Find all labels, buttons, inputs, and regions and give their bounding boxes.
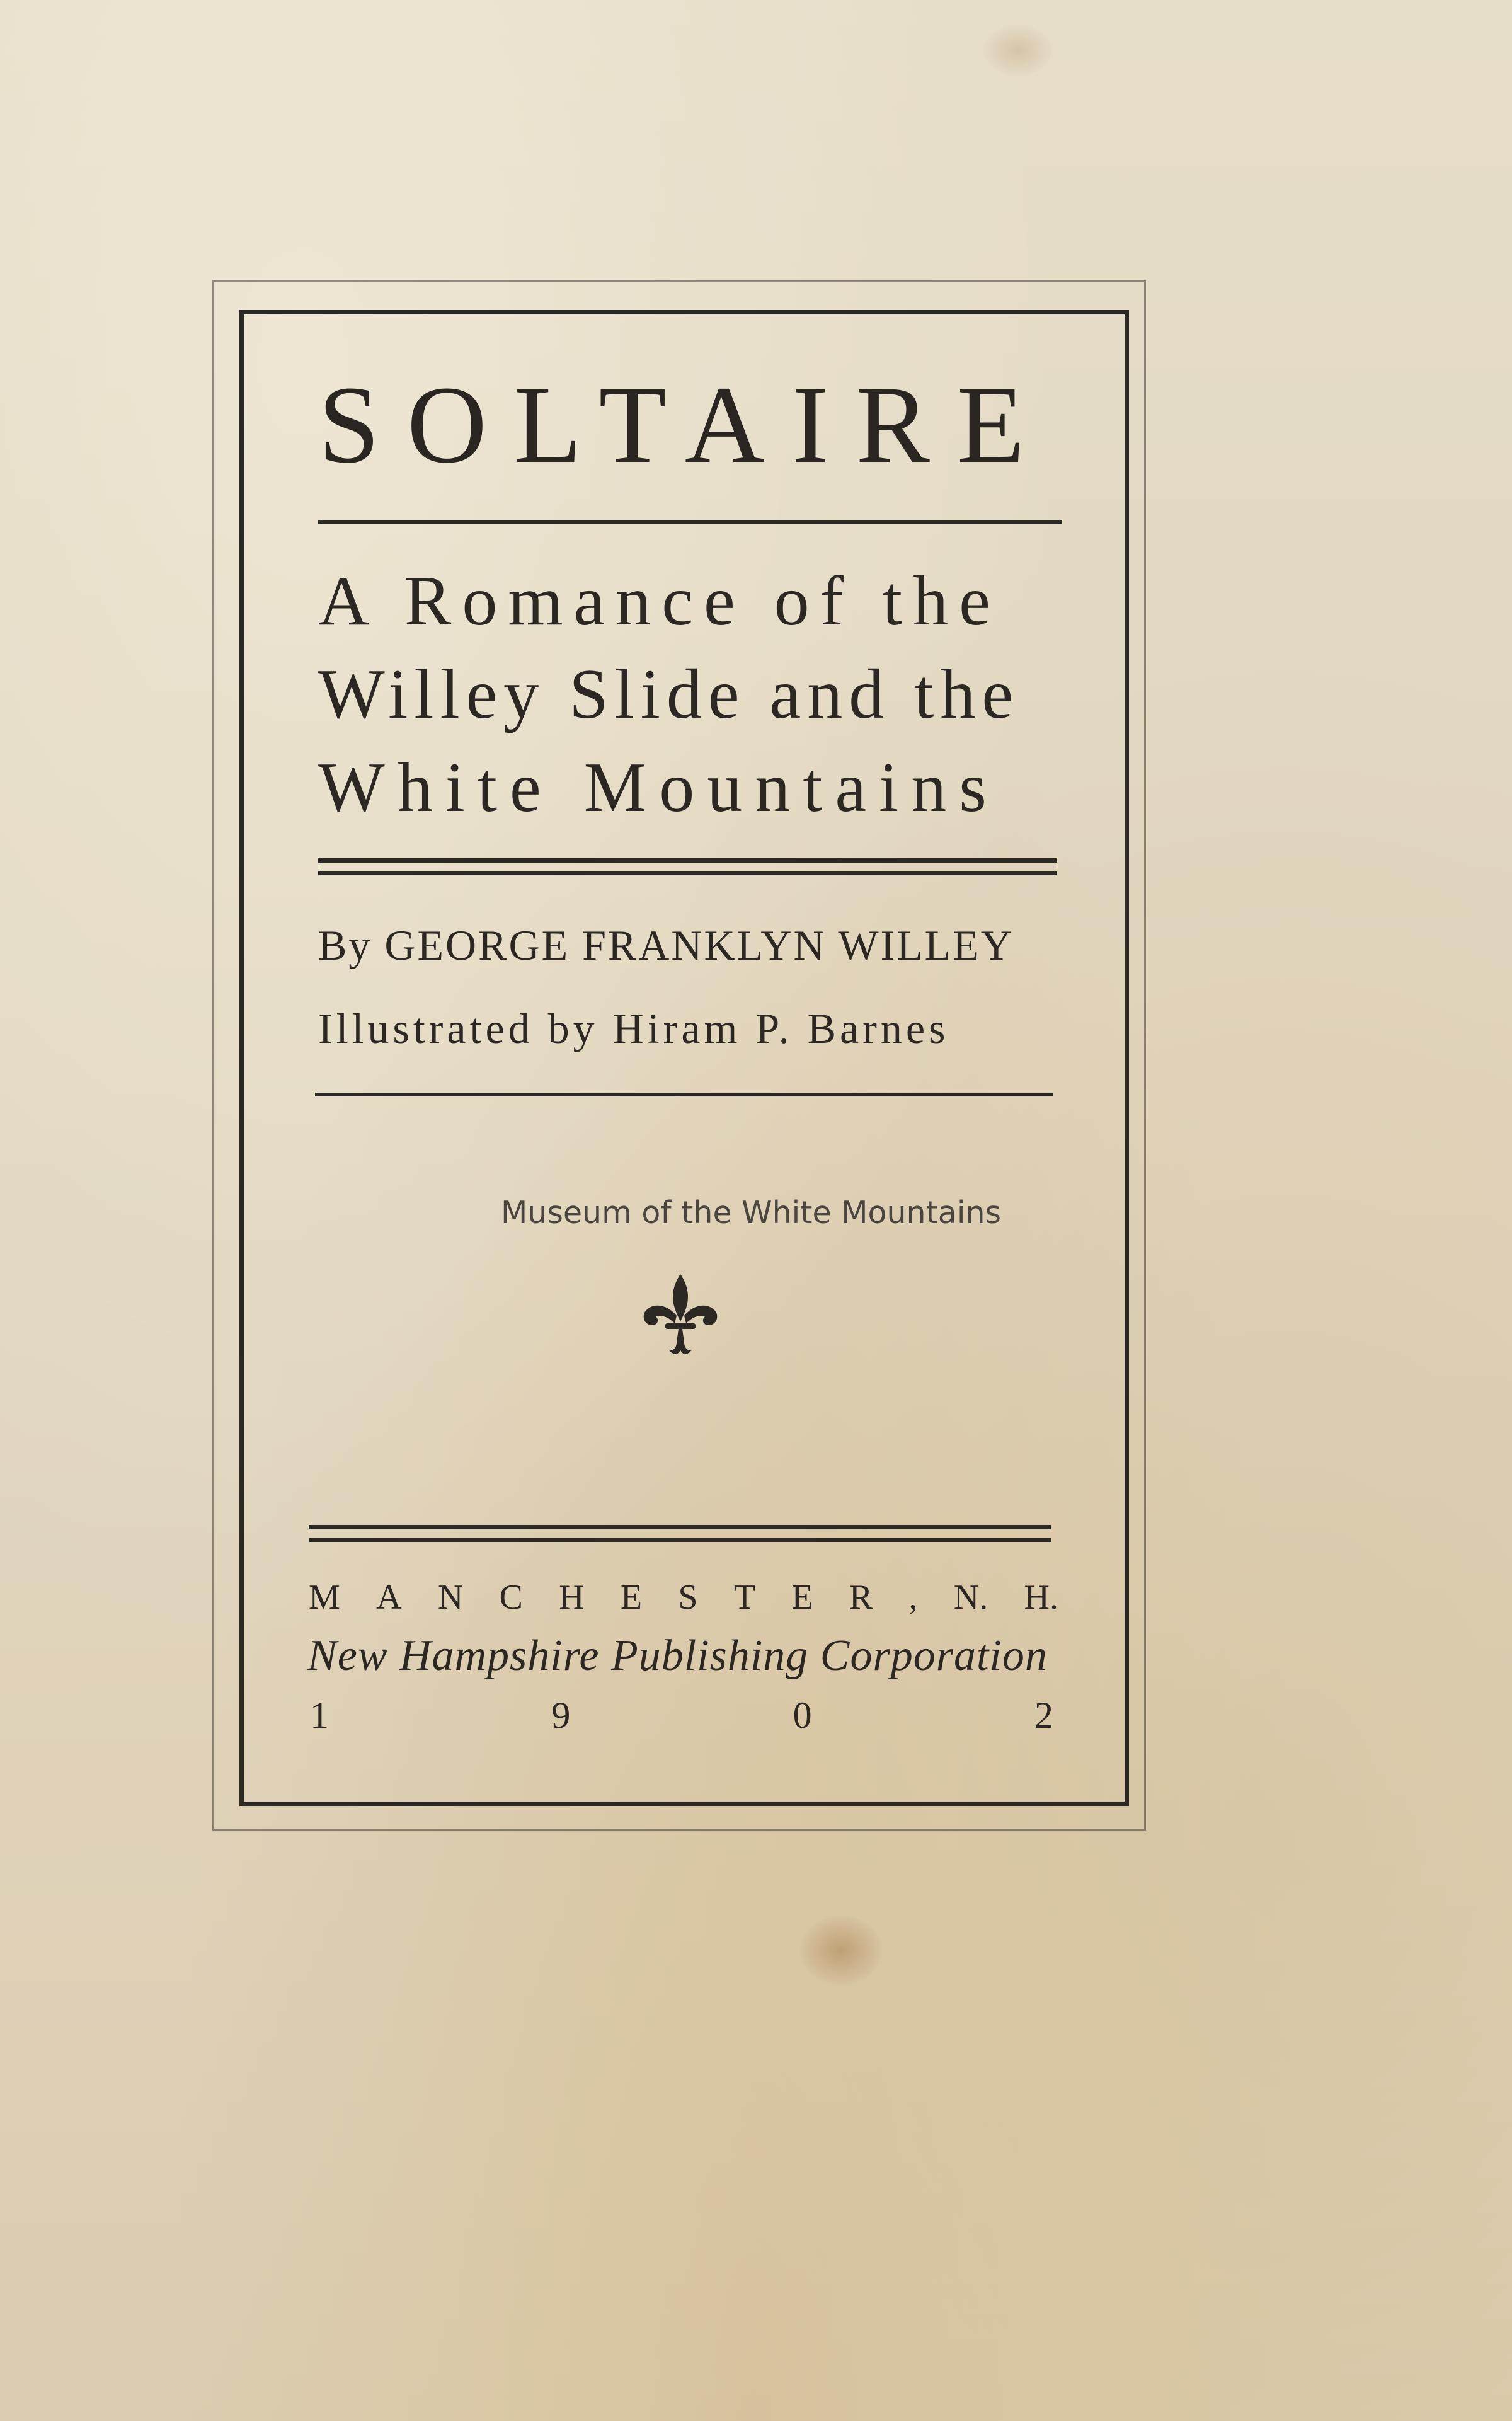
museum-watermark: Museum of the White Mountains [501, 1195, 1002, 1231]
place-letter: N. [953, 1578, 988, 1617]
subtitle [318, 555, 1062, 834]
place-letter: M [309, 1578, 340, 1617]
publication-place [309, 1572, 1058, 1623]
author-byline: By GEORGE FRANKLYN WILLEY [318, 921, 1014, 969]
year-digit: 9 [551, 1694, 571, 1736]
illustrator-line: Illustrated by Hiram P. Barnes [318, 1004, 949, 1052]
fleur-de-lis-icon [633, 1267, 728, 1361]
publisher-name: New Hampshire Publishing Corporation [307, 1631, 1048, 1680]
place-letter: A [376, 1578, 402, 1617]
author-rule [315, 1093, 1053, 1096]
subtitle-line-1: A Romance of the [318, 562, 1001, 640]
double-rule-top [318, 858, 1057, 863]
title-rule [318, 520, 1062, 524]
paper-stain [983, 25, 1052, 76]
year-digit: 1 [310, 1694, 329, 1736]
book-title: SOLTAIRE [318, 364, 1052, 486]
double-rule-bottom [318, 871, 1057, 875]
place-letter: E [791, 1578, 813, 1617]
place-letter: T [733, 1578, 756, 1617]
subtitle-line-2: Willey Slide and the [318, 655, 1020, 733]
publication-year [310, 1689, 1053, 1742]
place-letter: C [499, 1578, 523, 1617]
place-letter: H. [1024, 1578, 1058, 1617]
place-letter: E [620, 1578, 643, 1617]
paper-stain [800, 1916, 882, 1985]
place-letter: N [437, 1578, 464, 1617]
place-letter: S [678, 1578, 698, 1617]
subtitle-line-3: White Mountains [318, 749, 999, 827]
year-digit: 2 [1034, 1694, 1053, 1736]
double-rule-lower-bottom [309, 1538, 1051, 1542]
double-rule-lower-top [309, 1525, 1051, 1529]
place-letter: H [559, 1578, 585, 1617]
place-letter: , [908, 1578, 918, 1617]
place-letter: R [849, 1578, 873, 1617]
year-digit: 0 [793, 1694, 812, 1736]
